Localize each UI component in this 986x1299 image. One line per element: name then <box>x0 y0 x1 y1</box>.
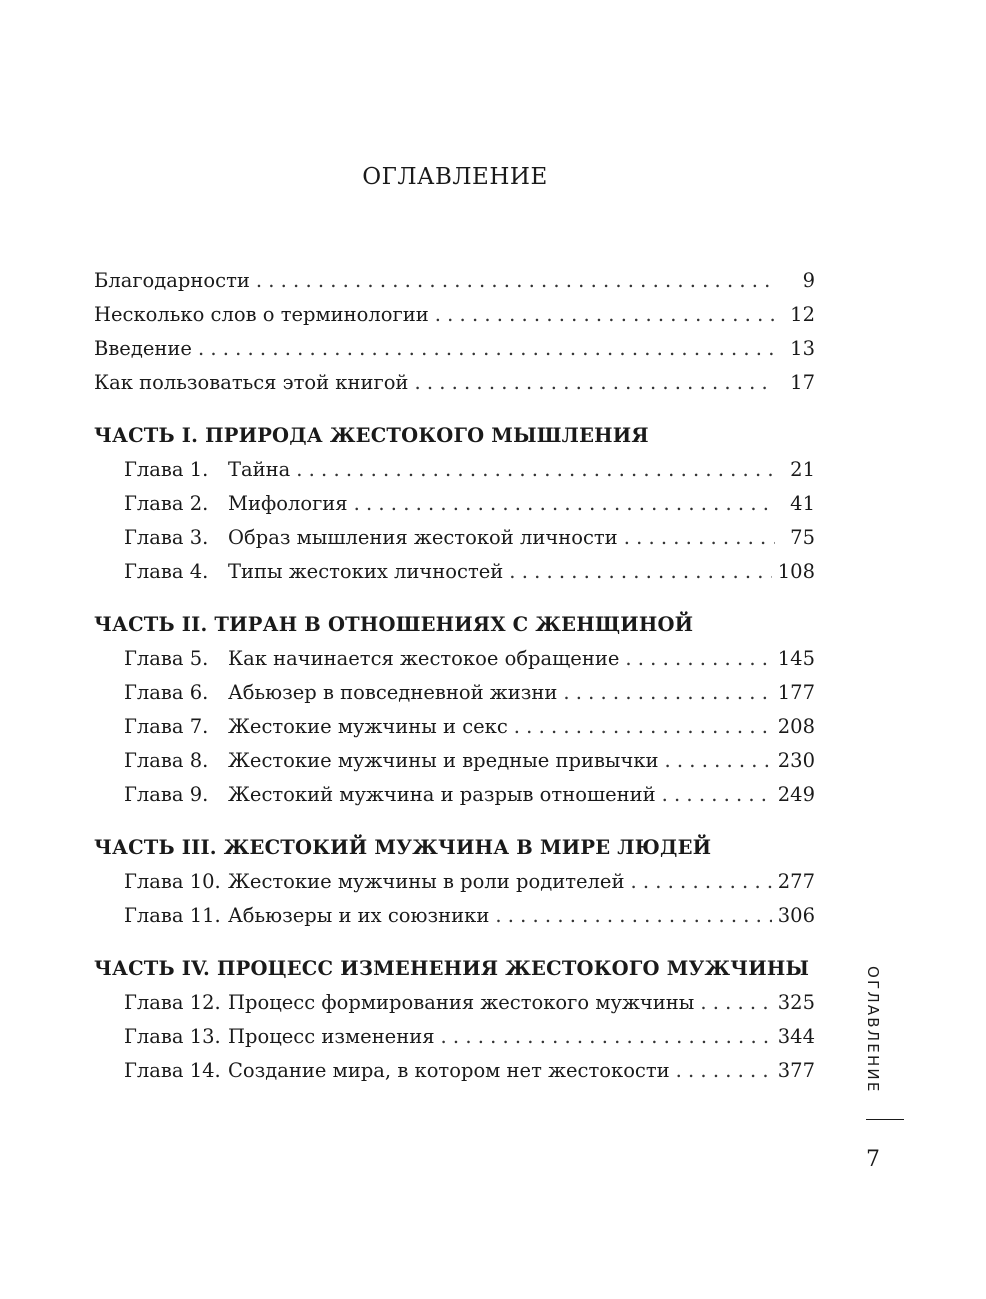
chapter-label: Глава 5. <box>124 647 209 670</box>
dot-leader <box>198 332 775 366</box>
entry-page: 17 <box>790 371 815 394</box>
chapter-label: Глава 13. <box>124 1025 221 1048</box>
chapter-title: Процесс формирования жестокого мужчины <box>228 991 695 1014</box>
running-section-label: ОГЛАВЛЕНИЕ <box>864 966 882 1094</box>
part-heading[interactable]: ЧАСТЬ IV. ПРОЦЕСС ИЗМЕНЕНИЯ ЖЕСТОКОГО МУЖЧИНЫ <box>94 957 810 980</box>
dot-leader <box>435 298 775 332</box>
toc-chapter-4[interactable] <box>94 555 815 589</box>
dot-leader <box>441 1020 772 1054</box>
toc-chapter-13[interactable] <box>94 1020 815 1054</box>
dot-leader <box>625 642 771 676</box>
toc-chapter-10[interactable] <box>94 865 815 899</box>
toc-chapter-12[interactable] <box>94 986 815 1020</box>
page-title: ОГЛАВЛЕНИЕ <box>362 164 548 190</box>
chapter-page: 344 <box>777 1025 815 1048</box>
chapter-label: Глава 11. <box>124 904 221 927</box>
toc-entry-introduction[interactable] <box>94 332 815 366</box>
chapter-page: 41 <box>790 492 815 515</box>
toc-chapter-11[interactable] <box>94 899 815 933</box>
chapter-page: 230 <box>777 749 815 772</box>
toc-part-2 <box>94 608 815 812</box>
dot-leader <box>495 899 771 933</box>
chapter-title: Абьюзер в повседневной жизни <box>228 681 558 704</box>
page-number: 7 <box>866 1147 880 1172</box>
chapter-page: 21 <box>790 458 815 481</box>
dot-leader <box>354 487 775 521</box>
chapter-label: Глава 2. <box>124 492 209 515</box>
dot-leader <box>414 366 775 400</box>
chapter-page: 108 <box>777 560 815 583</box>
chapter-title: Мифология <box>228 492 348 515</box>
dot-leader <box>509 555 771 589</box>
toc-chapter-8[interactable] <box>94 744 815 778</box>
chapter-title: Тайна <box>228 458 291 481</box>
entry-page: 13 <box>790 337 815 360</box>
folio-rule <box>866 1119 904 1120</box>
chapter-label: Глава 1. <box>124 458 209 481</box>
chapter-page: 377 <box>777 1059 815 1082</box>
part-heading[interactable]: ЧАСТЬ III. ЖЕСТОКИЙ МУЖЧИНА В МИРЕ ЛЮДЕЙ <box>94 836 712 859</box>
chapter-title: Как начинается жестокое обращение <box>228 647 620 670</box>
toc-entry-acknowledgements[interactable] <box>94 264 815 298</box>
toc-part-4 <box>94 952 815 1088</box>
chapter-label: Глава 4. <box>124 560 209 583</box>
dot-leader <box>514 710 772 744</box>
chapter-page: 208 <box>777 715 815 738</box>
chapter-label: Глава 10. <box>124 870 221 893</box>
toc-chapter-6[interactable] <box>94 676 815 710</box>
entry-page: 12 <box>790 303 815 326</box>
chapter-page: 177 <box>777 681 815 704</box>
entry-page: 9 <box>802 269 815 292</box>
dot-leader <box>665 744 772 778</box>
dot-leader <box>676 1054 772 1088</box>
chapter-title: Жестокие мужчины и вредные привычки <box>228 749 659 772</box>
front-matter-list <box>94 264 815 400</box>
toc-chapter-5[interactable] <box>94 642 815 676</box>
entry-title: Несколько слов о терминологии <box>94 303 429 326</box>
toc-chapter-9[interactable] <box>94 778 815 812</box>
toc-part-3 <box>94 831 815 933</box>
dot-leader <box>630 865 771 899</box>
entry-title: Как пользоваться этой книгой <box>94 371 409 394</box>
chapter-page: 249 <box>777 783 815 806</box>
toc-chapter-7[interactable] <box>94 710 815 744</box>
chapter-title: Типы жестоких личностей <box>228 560 504 583</box>
chapter-page: 325 <box>777 991 815 1014</box>
chapter-page: 145 <box>777 647 815 670</box>
dot-leader <box>256 264 775 298</box>
dot-leader <box>662 778 772 812</box>
toc-chapter-14[interactable] <box>94 1054 815 1088</box>
toc-entry-how-to-use[interactable] <box>94 366 815 400</box>
dot-leader <box>624 521 775 555</box>
toc-chapter-2[interactable] <box>94 487 815 521</box>
toc-chapter-1[interactable] <box>94 453 815 487</box>
dot-leader <box>296 453 775 487</box>
dot-leader <box>700 986 771 1020</box>
chapter-label: Глава 8. <box>124 749 209 772</box>
chapter-label: Глава 6. <box>124 681 209 704</box>
dot-leader <box>563 676 771 710</box>
part-heading[interactable]: ЧАСТЬ I. ПРИРОДА ЖЕСТОКОГО МЫШЛЕНИЯ <box>94 424 649 447</box>
chapter-title: Жестокие мужчины и секс <box>228 715 508 738</box>
chapter-label: Глава 14. <box>124 1059 221 1082</box>
entry-title: Введение <box>94 337 192 360</box>
chapter-label: Глава 3. <box>124 526 209 549</box>
chapter-title: Жестокие мужчины в роли родителей <box>228 870 625 893</box>
chapter-title: Образ мышления жестокой личности <box>228 526 618 549</box>
part-heading[interactable]: ЧАСТЬ II. ТИРАН В ОТНОШЕНИЯХ С ЖЕНЩИНОЙ <box>94 613 694 636</box>
chapter-page: 75 <box>790 526 815 549</box>
toc-chapter-3[interactable] <box>94 521 815 555</box>
chapter-page: 306 <box>777 904 815 927</box>
chapter-page: 277 <box>777 870 815 893</box>
chapter-label: Глава 12. <box>124 991 221 1014</box>
chapter-label: Глава 7. <box>124 715 209 738</box>
chapter-title: Жестокий мужчина и разрыв отношений <box>228 783 656 806</box>
table-of-contents <box>94 264 815 1088</box>
chapter-label: Глава 9. <box>124 783 209 806</box>
toc-part-1 <box>94 419 815 589</box>
toc-entry-terminology[interactable] <box>94 298 815 332</box>
chapter-title: Абьюзеры и их союзники <box>228 904 490 927</box>
chapter-title: Создание мира, в котором нет жестокости <box>228 1059 670 1082</box>
chapter-title: Процесс изменения <box>228 1025 435 1048</box>
entry-title: Благодарности <box>94 269 250 292</box>
